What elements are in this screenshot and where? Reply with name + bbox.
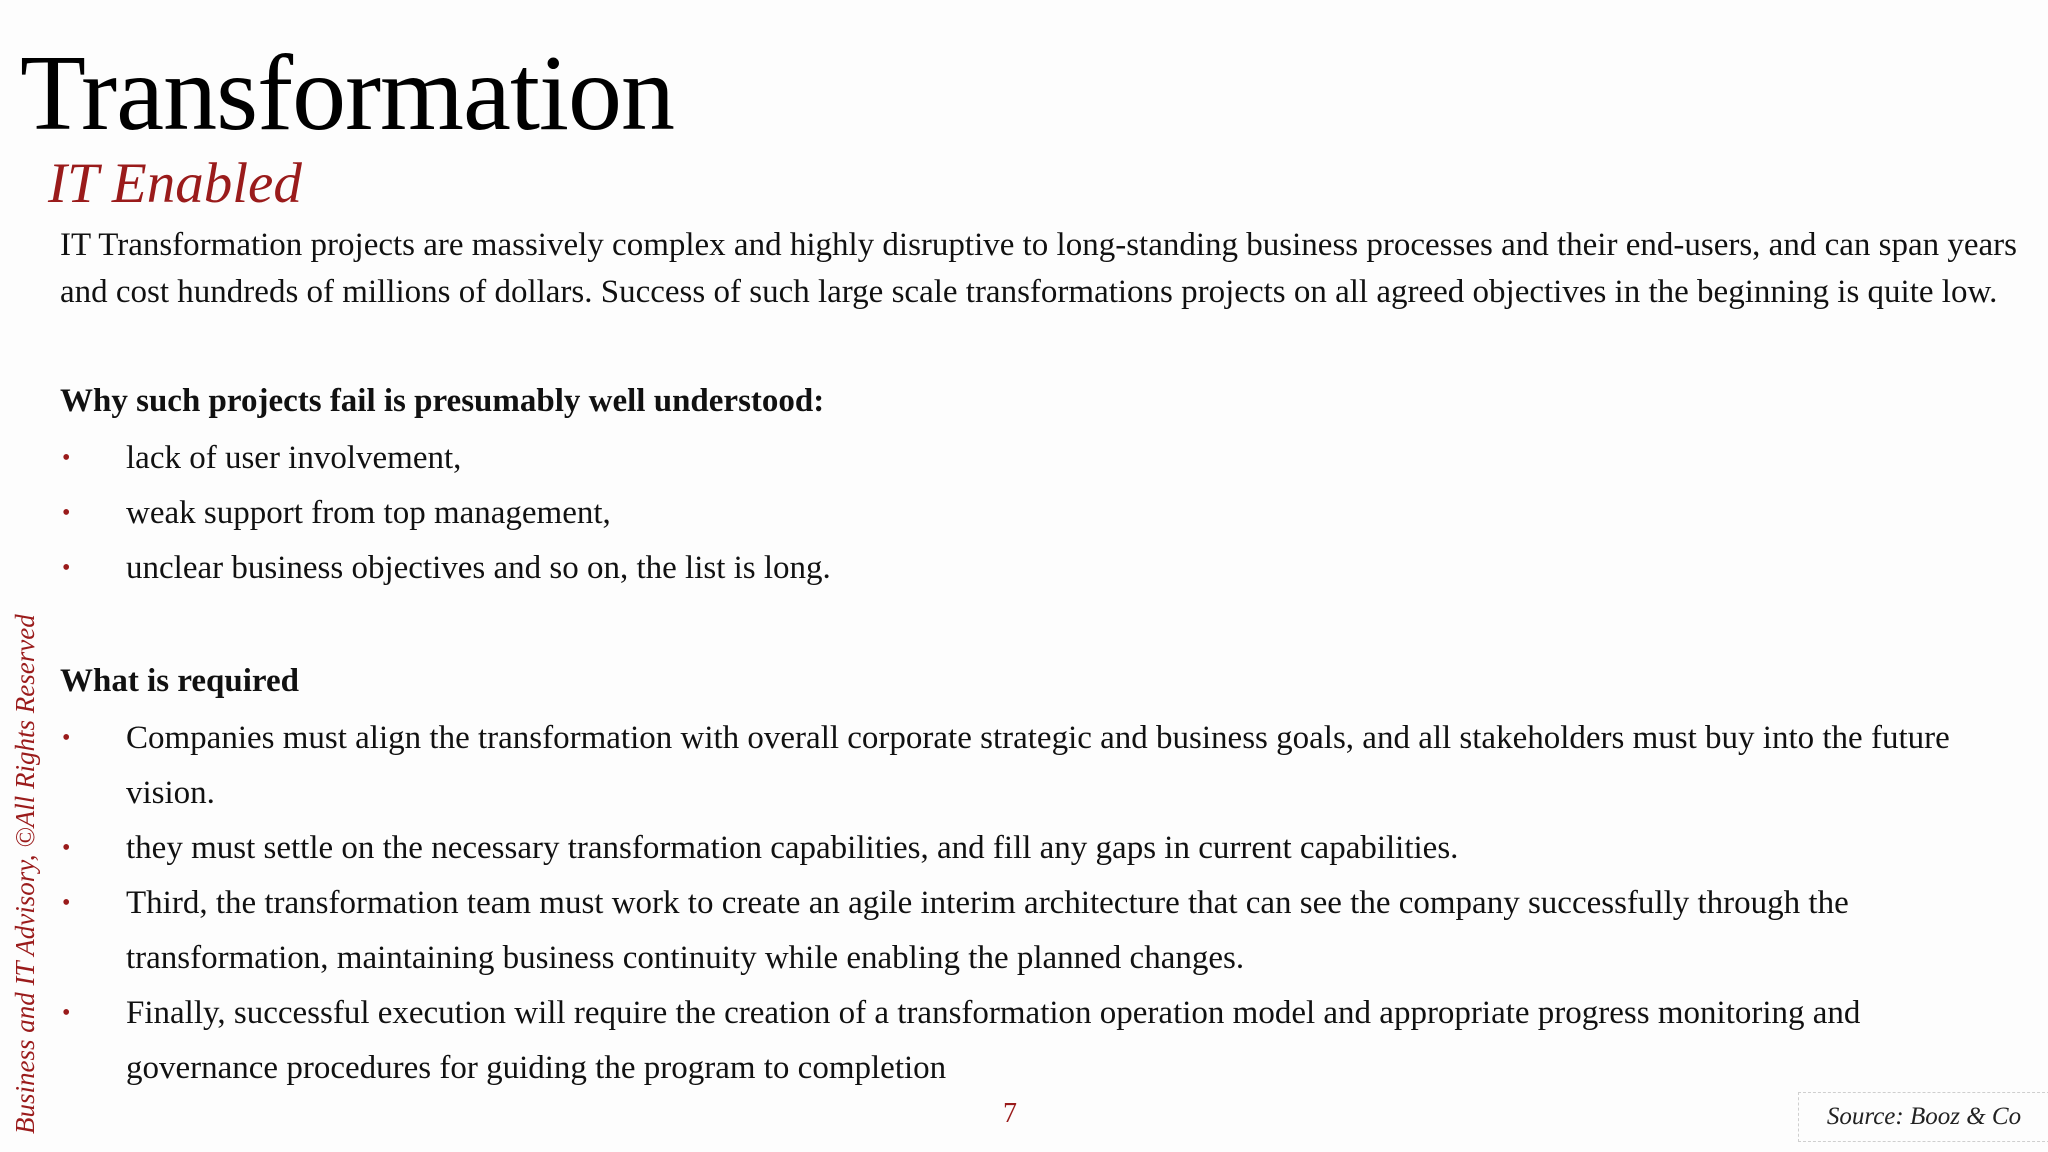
list-item <box>60 486 2020 541</box>
list-item <box>60 431 2020 486</box>
list-item <box>60 821 2020 876</box>
list-item-text: they must settle on the necessary transformation capabilities, and fill any gaps in current capabilities. <box>126 830 1459 866</box>
page-number: 7 <box>1003 1098 1017 1129</box>
slide-title: Transformation <box>20 34 674 153</box>
bullet-icon: • <box>62 445 71 471</box>
list-item-text: Companies must align the transformation with overall corporate strategic and business goals, and all stakeholders must buy into the future vision. <box>126 720 1950 811</box>
section-heading-required: What is required <box>60 663 299 699</box>
list-item-text: weak support from top management, <box>126 495 611 531</box>
list-item <box>60 876 2020 986</box>
bullet-icon: • <box>62 835 71 861</box>
list-item <box>60 541 2020 596</box>
bullet-icon: • <box>62 500 71 526</box>
list-item-text: Finally, successful execution will require the creation of a transformation operation model and appropriate progress monitoring and governance procedures for guiding the program to completion <box>126 995 1861 1086</box>
fail-reasons-list <box>60 431 2020 596</box>
list-item-text: unclear business objectives and so on, the list is long. <box>126 550 831 586</box>
slide-body <box>60 222 2020 1096</box>
list-item-text: lack of user involvement, <box>126 440 462 476</box>
bullet-icon: • <box>62 890 71 916</box>
requirements-list <box>60 711 2020 1096</box>
slide-subtitle: IT Enabled <box>48 152 302 215</box>
source-citation: Source: Booz & Co <box>1798 1092 2048 1142</box>
intro-paragraph: IT Transformation projects are massively complex and highly disruptive to long-standing business processes and their end-users, and can span years and cost hundreds of millions of dollars. Success of such large scale transformations projects on all agreed objectives in the beginning is quite low. <box>60 227 2017 310</box>
bullet-icon: • <box>62 555 71 581</box>
list-item <box>60 986 2020 1096</box>
section-heading-why-fail: Why such projects fail is presumably well understood: <box>60 383 825 419</box>
bullet-icon: • <box>62 1000 71 1026</box>
list-item <box>60 711 2020 821</box>
list-item-text: Third, the transformation team must work to create an agile interim architecture that can see the company successfully through the transformation, maintaining business continuity while enabling the planned changes. <box>126 885 1849 976</box>
bullet-icon: • <box>62 725 71 751</box>
copyright-sidebar: Business and IT Advisory, ©All Rights Reserved <box>10 614 40 1134</box>
